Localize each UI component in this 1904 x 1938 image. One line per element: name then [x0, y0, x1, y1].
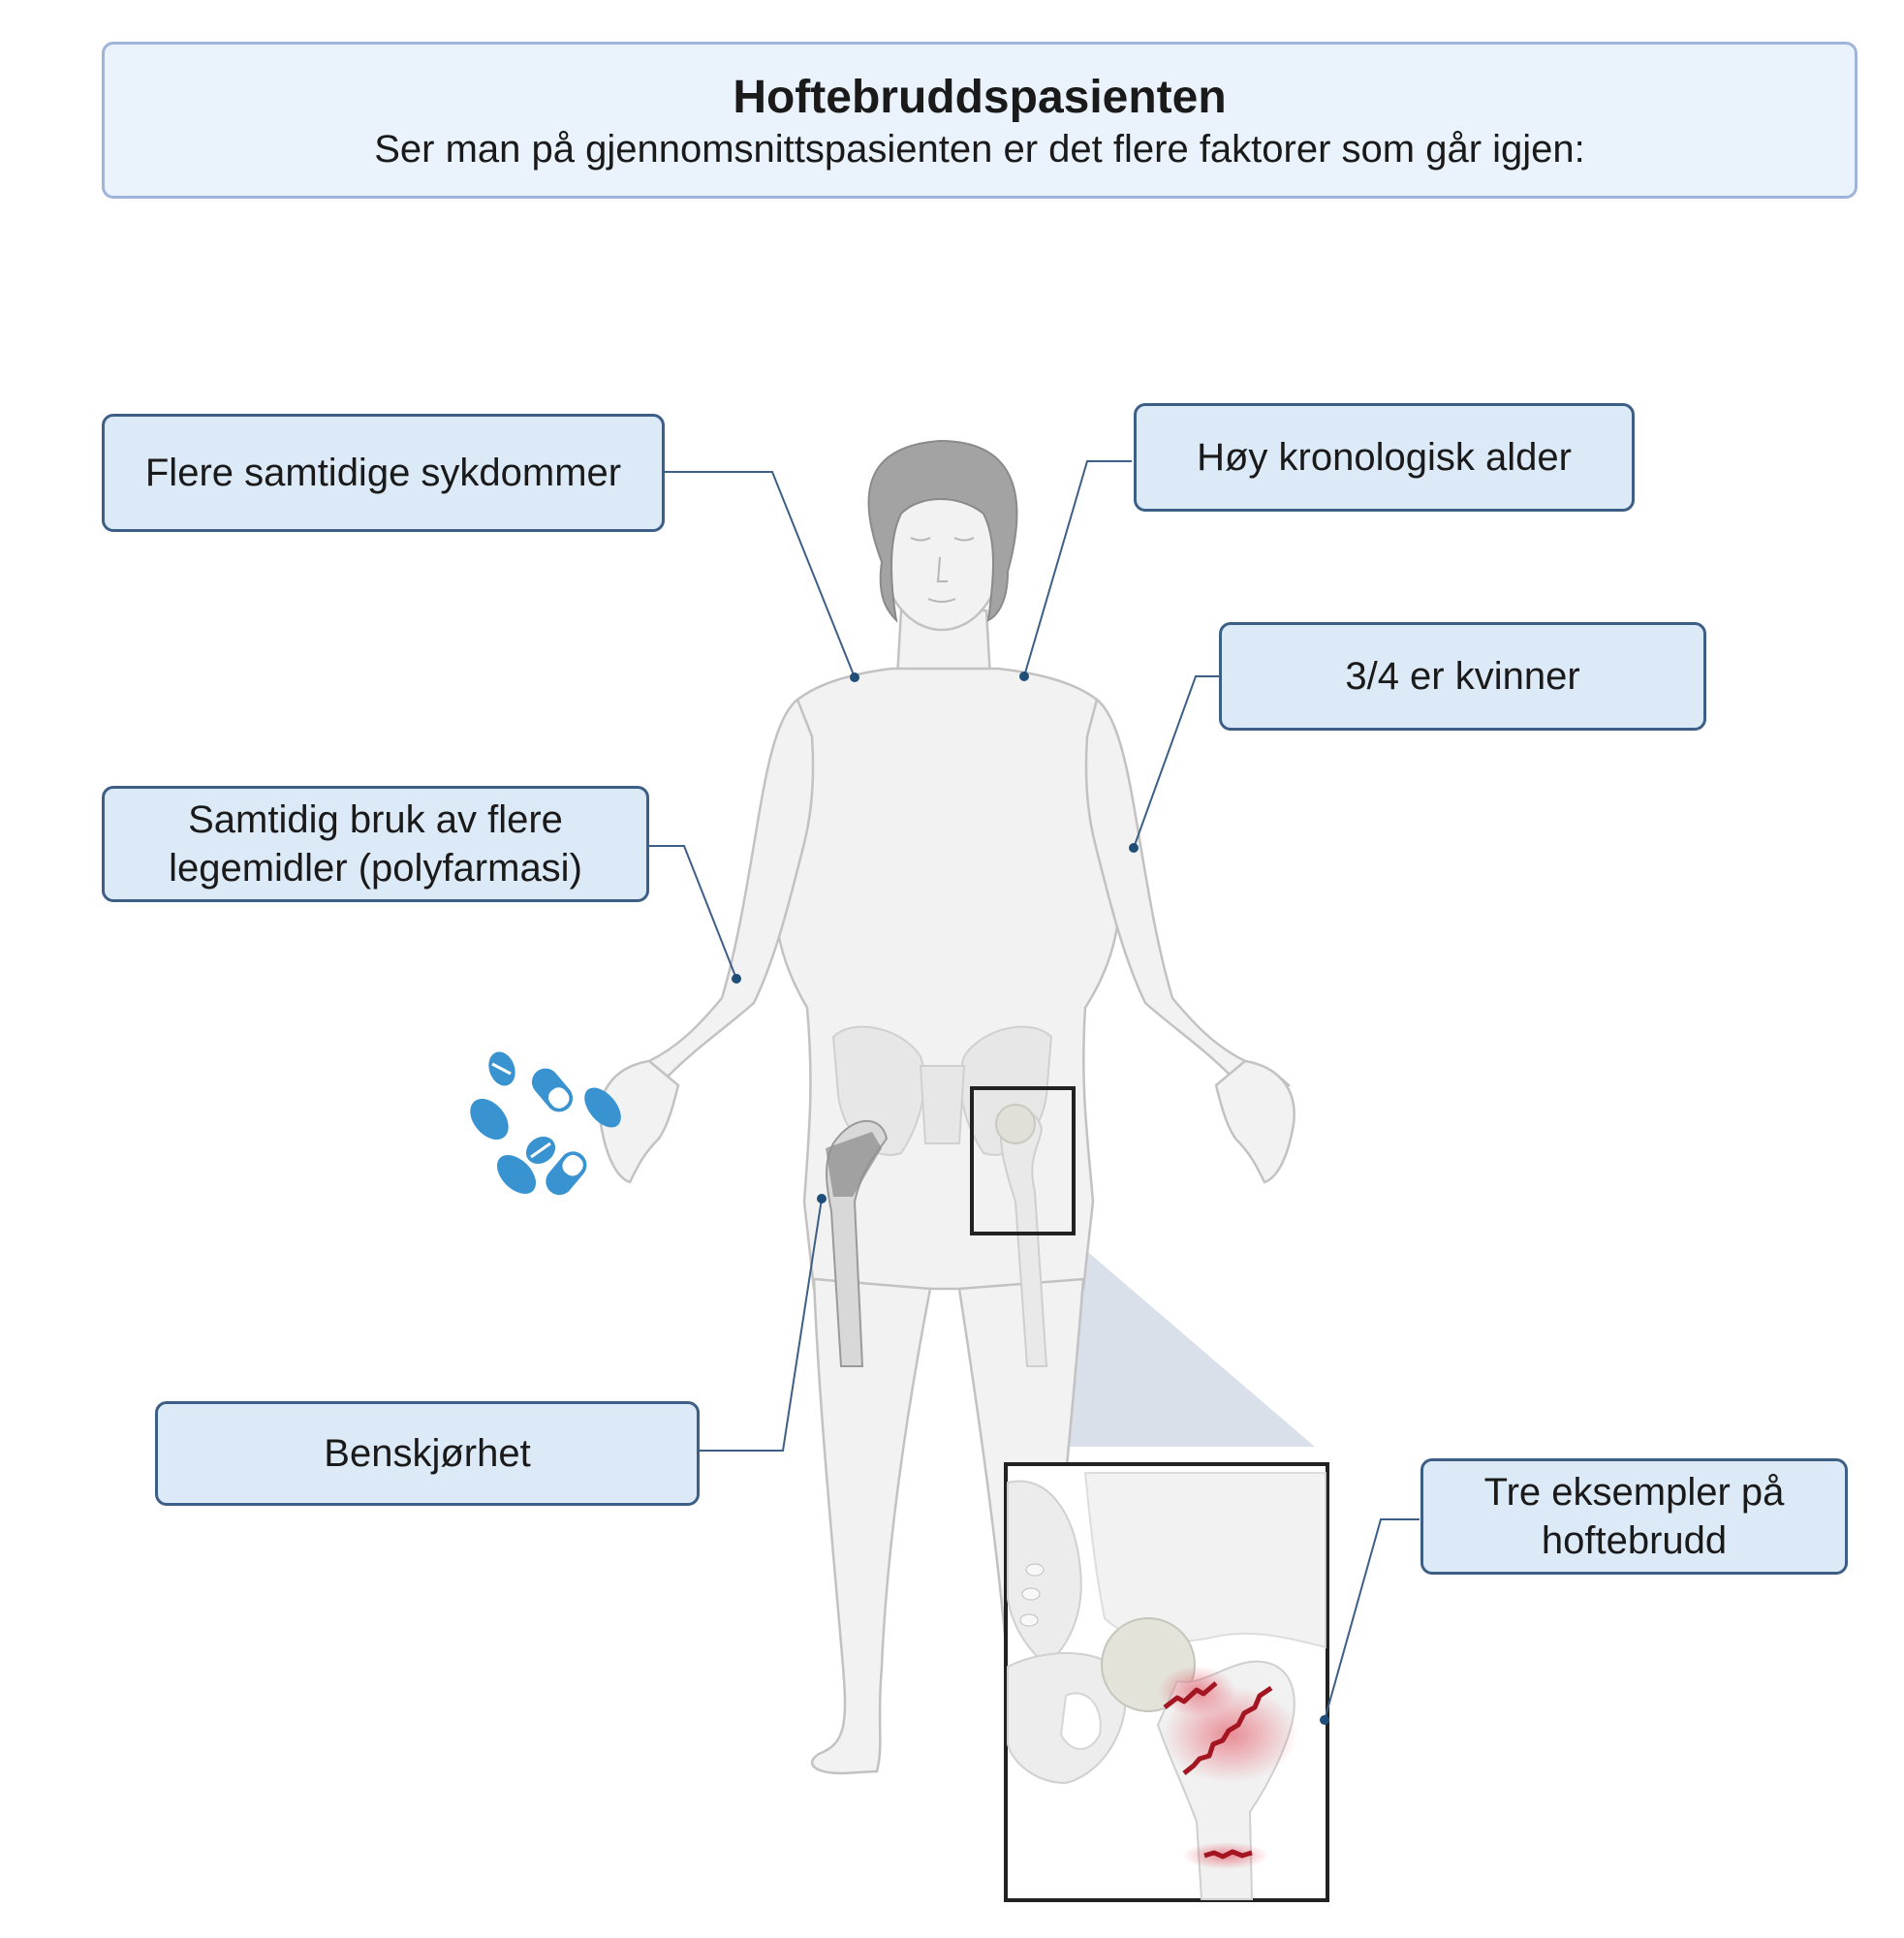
connector-fractures: [1325, 1519, 1420, 1720]
connector-polypharmacy: [647, 846, 736, 979]
label-fractures: Tre eksempler på hoftebrudd: [1420, 1458, 1848, 1575]
label-women: 3/4 er kvinner: [1219, 622, 1706, 731]
page-title: Hoftebruddspasienten: [733, 72, 1227, 123]
leg-left: [812, 1279, 930, 1773]
fracture-subtrochanteric: [1204, 1852, 1252, 1857]
label-age: Høy kronologisk alder: [1134, 403, 1635, 512]
connector-comorbidity: [663, 472, 855, 677]
label-comorbidity: Flere samtidige sykdommer: [102, 414, 665, 532]
pills-icon: [462, 1048, 628, 1202]
connector-osteoporosis: [698, 1199, 822, 1451]
connector-age: [1024, 461, 1132, 676]
arm-right: [1086, 700, 1289, 1095]
label-polypharmacy: Samtidig bruk av flere legemidler (polyfarmasi): [102, 786, 649, 902]
page-subtitle: Ser man på gjennomsnittspasienten er det flere faktorer som går igjen:: [374, 128, 1585, 171]
hand-right: [1216, 1061, 1295, 1182]
label-osteoporosis: Benskjørhet: [155, 1401, 700, 1506]
connector-women: [1134, 676, 1219, 848]
